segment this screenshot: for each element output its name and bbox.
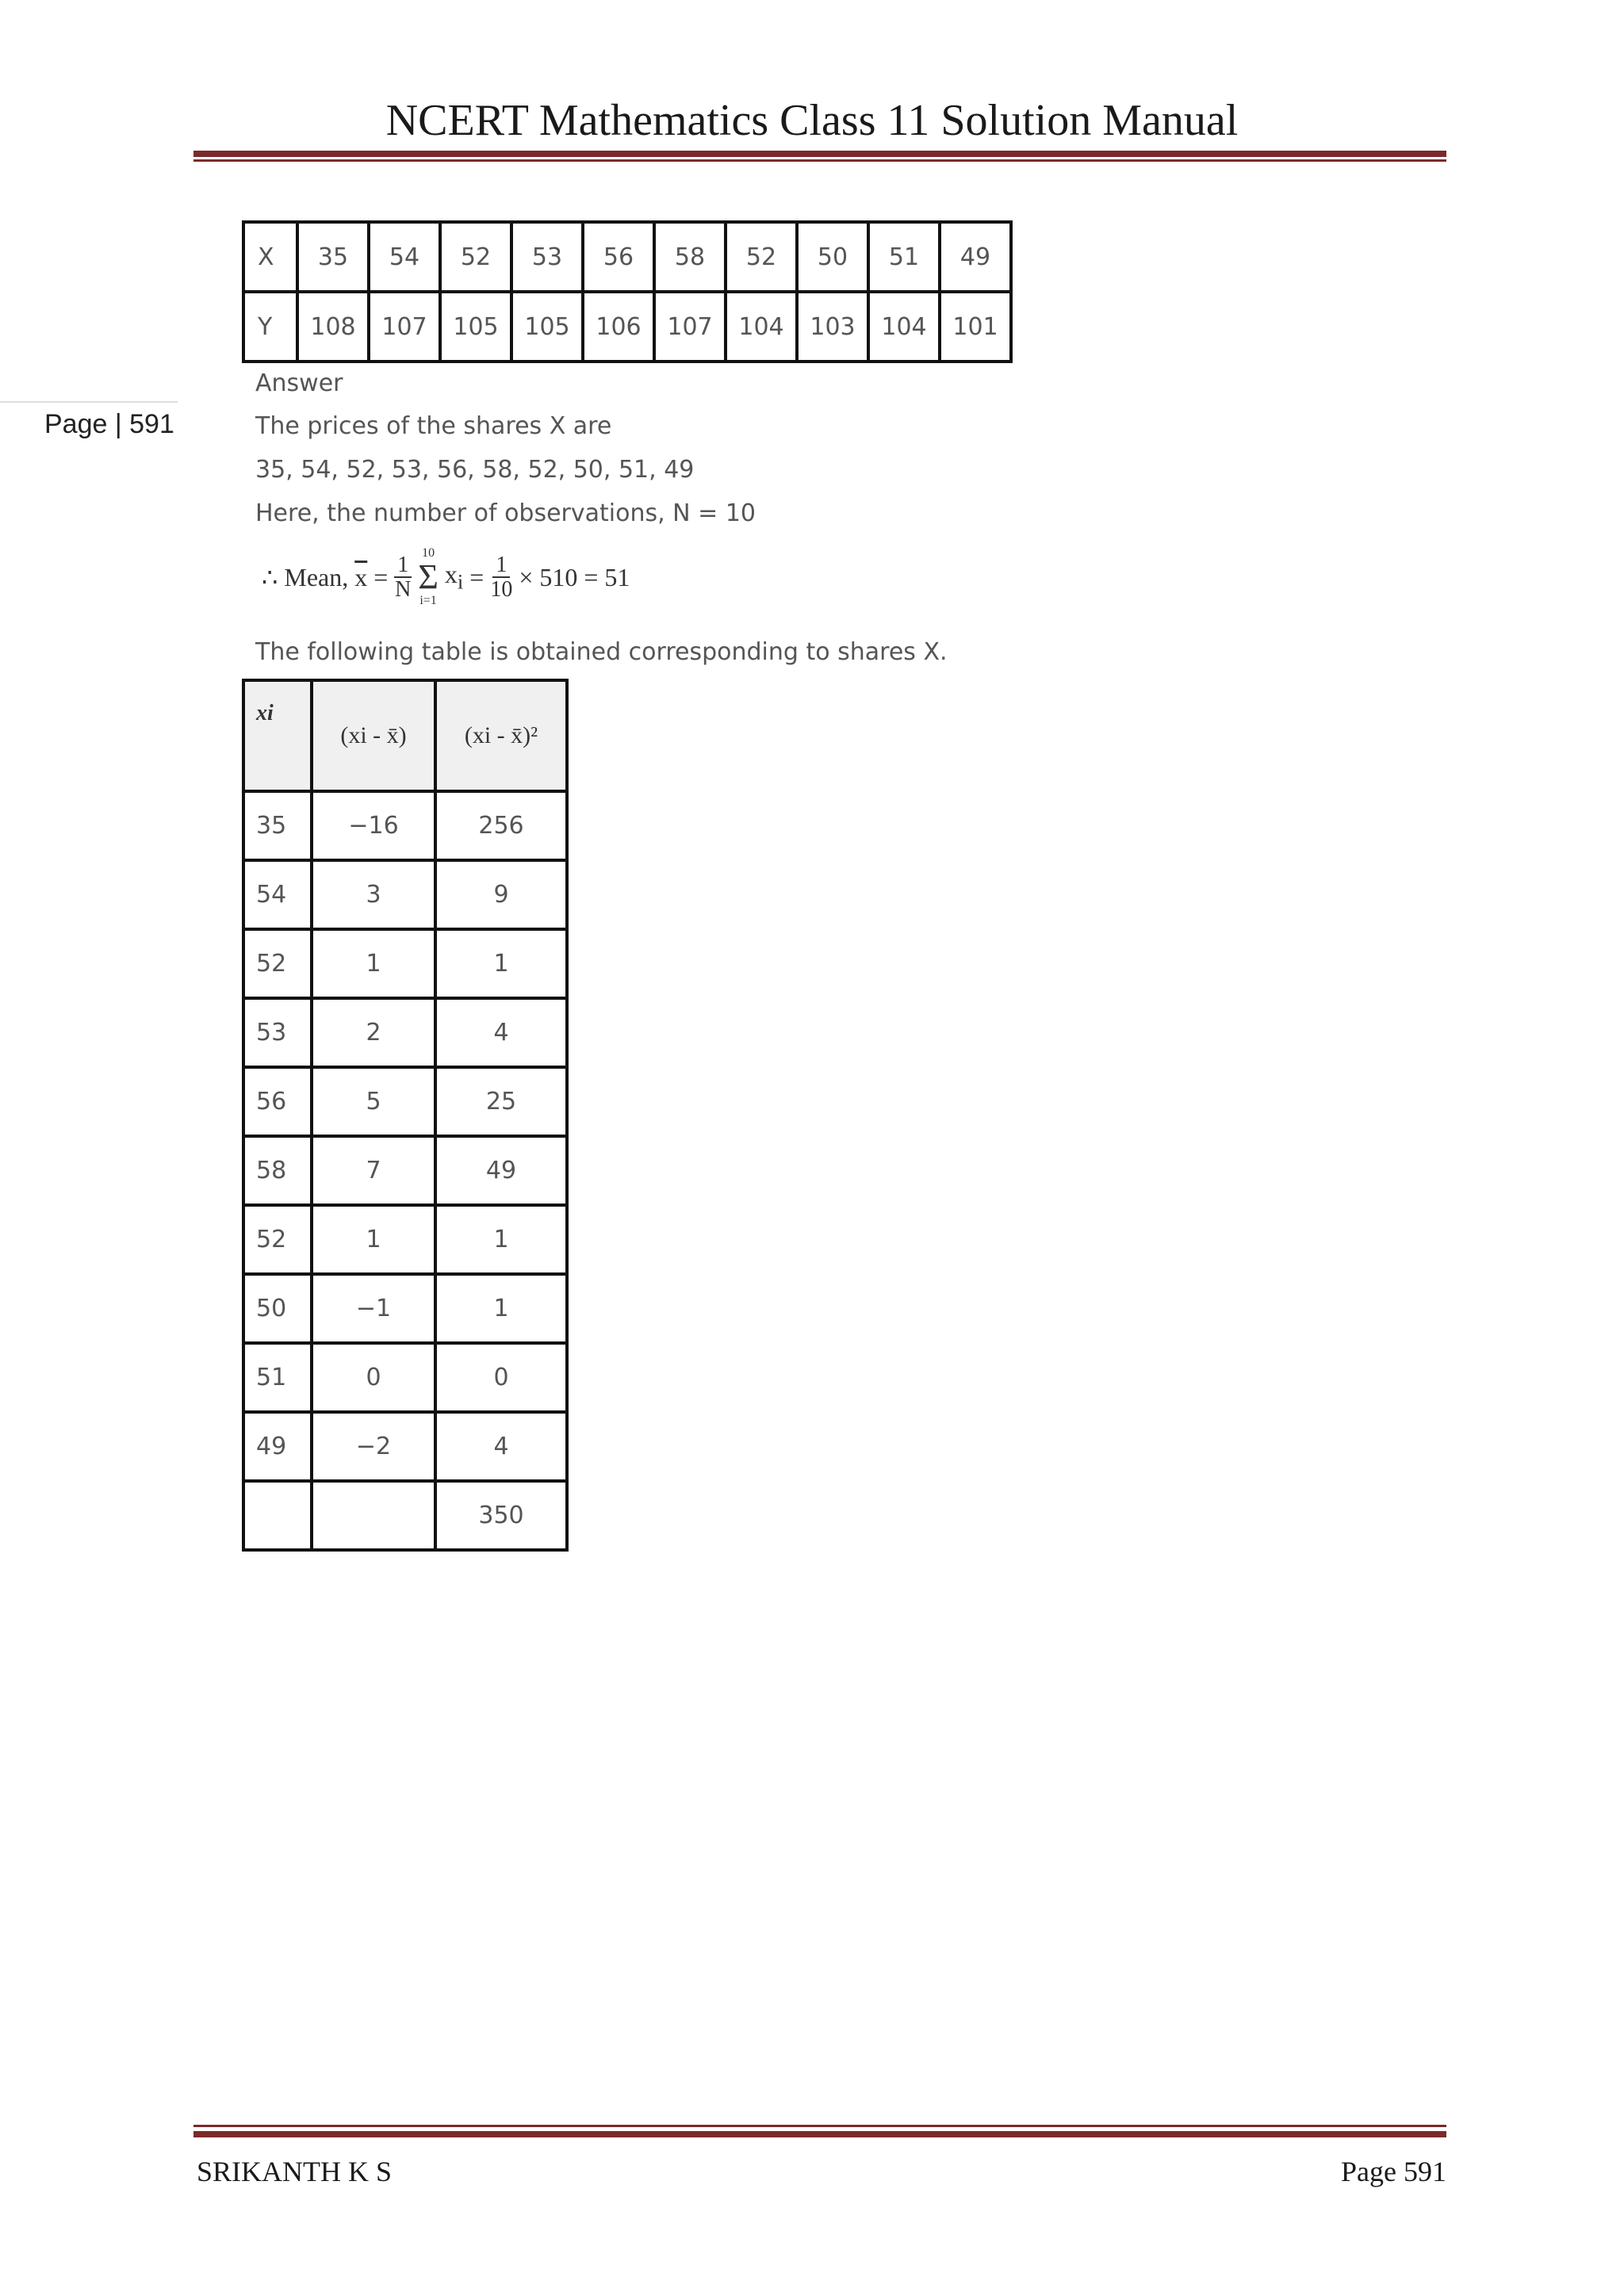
table-row xyxy=(243,791,567,860)
deviation-cell: 0 xyxy=(312,1343,435,1412)
mean-prefix: ∴ Mean, xyxy=(262,563,349,591)
x-cell: 49 xyxy=(940,222,1011,292)
total-row xyxy=(243,1481,567,1550)
mean-formula xyxy=(262,547,630,607)
header-rule xyxy=(193,151,1446,157)
footer-rule-thin xyxy=(193,2125,1446,2127)
deviation-table xyxy=(242,679,569,1552)
xi-term xyxy=(445,560,463,594)
mean-equals-2: = xyxy=(469,562,485,591)
x-cell: 50 xyxy=(797,222,868,292)
y-cell: 105 xyxy=(440,292,511,362)
deviation-cell: 1 xyxy=(312,929,435,998)
header-rule-thin xyxy=(193,159,1446,162)
xi-cell: 51 xyxy=(243,1343,312,1412)
x-cell: 58 xyxy=(654,222,726,292)
squared-cell: 9 xyxy=(435,860,567,929)
footer-rule xyxy=(193,2131,1446,2137)
xi-cell: 54 xyxy=(243,860,312,929)
footer-page-number: Page 591 xyxy=(1341,2156,1446,2187)
mean-equals: = xyxy=(373,562,389,591)
side-divider xyxy=(0,401,178,403)
side-page-number: Page | 591 xyxy=(44,409,174,439)
x-row-label: X xyxy=(243,222,297,292)
squared-cell: 4 xyxy=(435,998,567,1067)
y-cell: 107 xyxy=(369,292,440,362)
header-xi: xi xyxy=(243,680,312,791)
y-cell: 105 xyxy=(511,292,583,362)
deviation-cell: −2 xyxy=(312,1412,435,1481)
fraction-numerator: 1 xyxy=(394,553,412,578)
squared-cell: 1 xyxy=(435,929,567,998)
total-sum-cell: 350 xyxy=(435,1481,567,1550)
fraction-numerator: 1 xyxy=(492,553,510,578)
prices-list: 35, 54, 52, 53, 56, 58, 52, 50, 51, 49 xyxy=(255,456,695,484)
table-row xyxy=(243,998,567,1067)
summation-symbol xyxy=(418,547,439,607)
xy-data-table xyxy=(242,220,1013,363)
squared-cell: 256 xyxy=(435,791,567,860)
table-row xyxy=(243,1205,567,1274)
squared-cell: 1 xyxy=(435,1274,567,1343)
total-label-cell xyxy=(243,1481,312,1550)
mean-xbar: $\overline{x}$ xyxy=(354,562,368,591)
xi-cell: 56 xyxy=(243,1067,312,1136)
deviation-header-row xyxy=(243,680,567,791)
deviation-cell: 7 xyxy=(312,1136,435,1205)
xi-cell: 58 xyxy=(243,1136,312,1205)
squared-cell: 25 xyxy=(435,1067,567,1136)
table-row xyxy=(243,860,567,929)
table-row xyxy=(243,1343,567,1412)
y-cell: 101 xyxy=(940,292,1011,362)
deviation-cell: −1 xyxy=(312,1274,435,1343)
x-cell: 53 xyxy=(511,222,583,292)
xi-base: x xyxy=(444,560,458,589)
deviation-cell: 2 xyxy=(312,998,435,1067)
observations-count: Here, the number of observations, N = 10 xyxy=(255,499,756,527)
xi-cell: 35 xyxy=(243,791,312,860)
table-row xyxy=(243,1274,567,1343)
table-intro: The following table is obtained corresponding to shares X. xyxy=(255,638,948,666)
xi-cell: 49 xyxy=(243,1412,312,1481)
deviation-cell: −16 xyxy=(312,791,435,860)
x-cell: 35 xyxy=(297,222,369,292)
fraction-one-over-ten xyxy=(490,553,512,602)
fraction-one-over-n xyxy=(394,553,412,602)
mean-result: × 510 = 51 xyxy=(519,562,630,591)
fraction-denominator: N xyxy=(395,577,412,602)
deviation-cell: 3 xyxy=(312,860,435,929)
y-cell: 107 xyxy=(654,292,726,362)
xi-cell: 52 xyxy=(243,1205,312,1274)
footer-author: SRIKANTH K S xyxy=(197,2156,393,2187)
sum-upper-limit: 10 xyxy=(422,546,435,560)
y-cell: 106 xyxy=(583,292,654,362)
y-cell: 104 xyxy=(868,292,940,362)
xi-subscript: i xyxy=(457,569,464,594)
xi-cell: 53 xyxy=(243,998,312,1067)
prices-intro: The prices of the shares X are xyxy=(255,412,612,440)
table-row xyxy=(243,1067,567,1136)
page-header-title: NCERT Mathematics Class 11 Solution Manual xyxy=(385,96,1239,145)
xi-cell: 50 xyxy=(243,1274,312,1343)
header-deviation: (xi - x̄) xyxy=(312,680,435,791)
sigma-icon: Σ xyxy=(418,557,439,596)
y-row xyxy=(243,292,1011,362)
x-cell: 52 xyxy=(440,222,511,292)
total-empty-cell xyxy=(312,1481,435,1550)
answer-label: Answer xyxy=(255,369,343,397)
table-row xyxy=(243,929,567,998)
squared-cell: 0 xyxy=(435,1343,567,1412)
squared-cell: 49 xyxy=(435,1136,567,1205)
y-cell: 104 xyxy=(726,292,797,362)
x-cell: 52 xyxy=(726,222,797,292)
header-squared-deviation: (xi - x̄)² xyxy=(435,680,567,791)
fraction-denominator: 10 xyxy=(490,577,513,602)
squared-cell: 1 xyxy=(435,1205,567,1274)
squared-cell: 4 xyxy=(435,1412,567,1481)
x-cell: 56 xyxy=(583,222,654,292)
deviation-cell: 1 xyxy=(312,1205,435,1274)
xi-cell: 52 xyxy=(243,929,312,998)
sum-lower-limit: i=1 xyxy=(419,594,437,607)
y-row-label: Y xyxy=(243,292,297,362)
x-cell: 54 xyxy=(369,222,440,292)
x-row xyxy=(243,222,1011,292)
table-row xyxy=(243,1412,567,1481)
y-cell: 108 xyxy=(297,292,369,362)
x-cell: 51 xyxy=(868,222,940,292)
y-cell: 103 xyxy=(797,292,868,362)
table-row xyxy=(243,1136,567,1205)
deviation-cell: 5 xyxy=(312,1067,435,1136)
